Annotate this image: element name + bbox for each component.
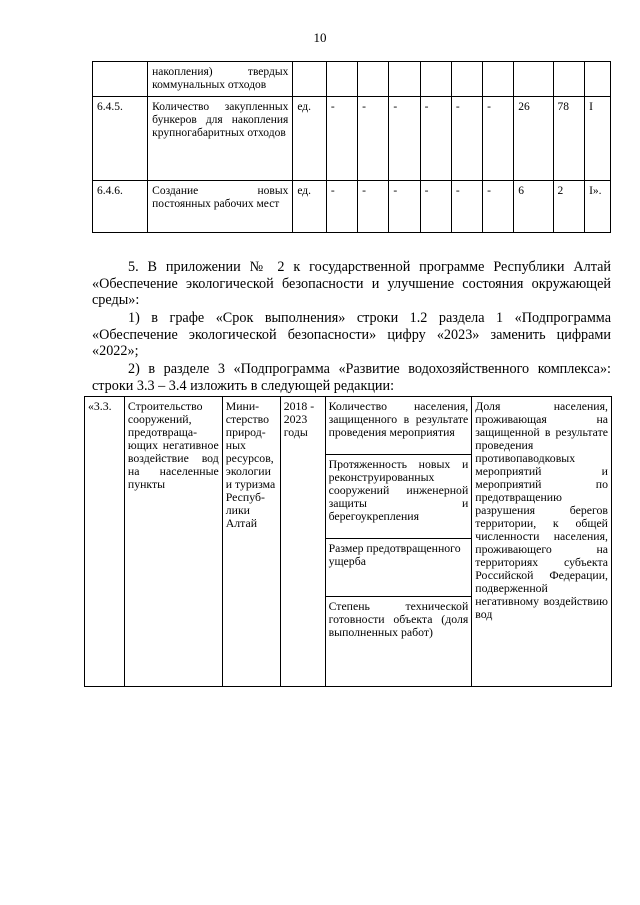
row-number [93, 62, 148, 97]
value-cell: 2 [553, 181, 585, 233]
indicator-name: Количество закупленных бункеров для накопления крупногабаритных отходов [148, 97, 293, 181]
indicator-item: Протяженность новых и реконструированных сооружений инженерной защиты и берегоукрепления [326, 455, 472, 539]
page-number: 10 [313, 30, 327, 45]
row-number: «3.3. [85, 397, 125, 687]
value-cell: - [358, 97, 389, 181]
value-cell: - [420, 97, 451, 181]
unit-cell [293, 62, 327, 97]
unit-cell: ед. [293, 181, 327, 233]
indicators-table [92, 61, 611, 233]
paragraph-5: 5. В приложении № 2 к государственной программе Республики Алтай «Обеспечение экологической безопасности и улучшение состояния окружающей среды»: [92, 259, 611, 308]
value-cell: - [358, 181, 389, 233]
value-cell: - [483, 181, 514, 233]
indicator-item: Размер предотвращенного ущерба [326, 539, 472, 597]
value-cell [483, 62, 514, 97]
value-cell [451, 62, 482, 97]
table-row [93, 97, 611, 181]
row-number: 6.4.6. [93, 181, 148, 233]
value-cell: I». [585, 181, 611, 233]
value-cell: - [483, 97, 514, 181]
value-cell: 78 [553, 97, 585, 181]
value-cell: - [389, 97, 420, 181]
indicator-name: Создание новых постоянных рабочих мест [148, 181, 293, 233]
indicator-item: Количество населения, защищенного в результате проведения мероприятия [326, 397, 472, 455]
value-cell: - [420, 181, 451, 233]
indicator-item: Степень технической готовности объекта (доля выполненных работ) [328, 599, 469, 639]
table-row [93, 181, 611, 233]
value-cell [514, 62, 553, 97]
table-row [93, 62, 611, 97]
term-cell: 2018 - 2023 годы [280, 397, 325, 687]
value-cell [420, 62, 451, 97]
paragraph-item-2: 2) в разделе 3 «Подпрограмма «Развитие водохозяйственного комплекса»: строки 3.3 – 3.4 изложить в следующей редакции: [92, 361, 611, 394]
row-number: 6.4.5. [93, 97, 148, 181]
value-cell: - [451, 181, 482, 233]
value-cell [326, 62, 357, 97]
goal-cell: Доля населения, проживающая на защищенной в результате проведения противопаводковых мероприятий и мероприятий по предотвращению разрушения берегов территории, к общей численности населения, проживающего на территориях субъекта Российской Федерации, подверженной негативному воздействию вод [472, 397, 612, 687]
indicator-name: накопления) твердых коммунальных отходов [148, 62, 293, 97]
unit-cell: ед. [293, 97, 327, 181]
program-table [84, 396, 612, 687]
paragraph-item-1: 1) в графе «Срок выполнения» строки 1.2 раздела 1 «Подпрограмма «Обеспечение экологической безопасности» цифру «2023» заменить цифрами «2022»; [92, 310, 611, 359]
value-cell: - [389, 181, 420, 233]
executor-cell: Мини-стерство природ-ных ресурсов, экологии и туризма Респуб-лики Алтай [222, 397, 280, 687]
table-row [85, 397, 612, 687]
indicators-cell [325, 397, 472, 687]
value-cell: 6 [514, 181, 553, 233]
value-cell: 26 [514, 97, 553, 181]
value-cell: - [451, 97, 482, 181]
value-cell: - [326, 181, 357, 233]
value-cell [585, 62, 611, 97]
value-cell: I [585, 97, 611, 181]
value-cell [553, 62, 585, 97]
measure-cell: Строительство сооружений, предотвраща-ющих негативное воздействие вод на населенные пункты [124, 397, 222, 687]
value-cell [389, 62, 420, 97]
value-cell: - [326, 97, 357, 181]
value-cell [358, 62, 389, 97]
